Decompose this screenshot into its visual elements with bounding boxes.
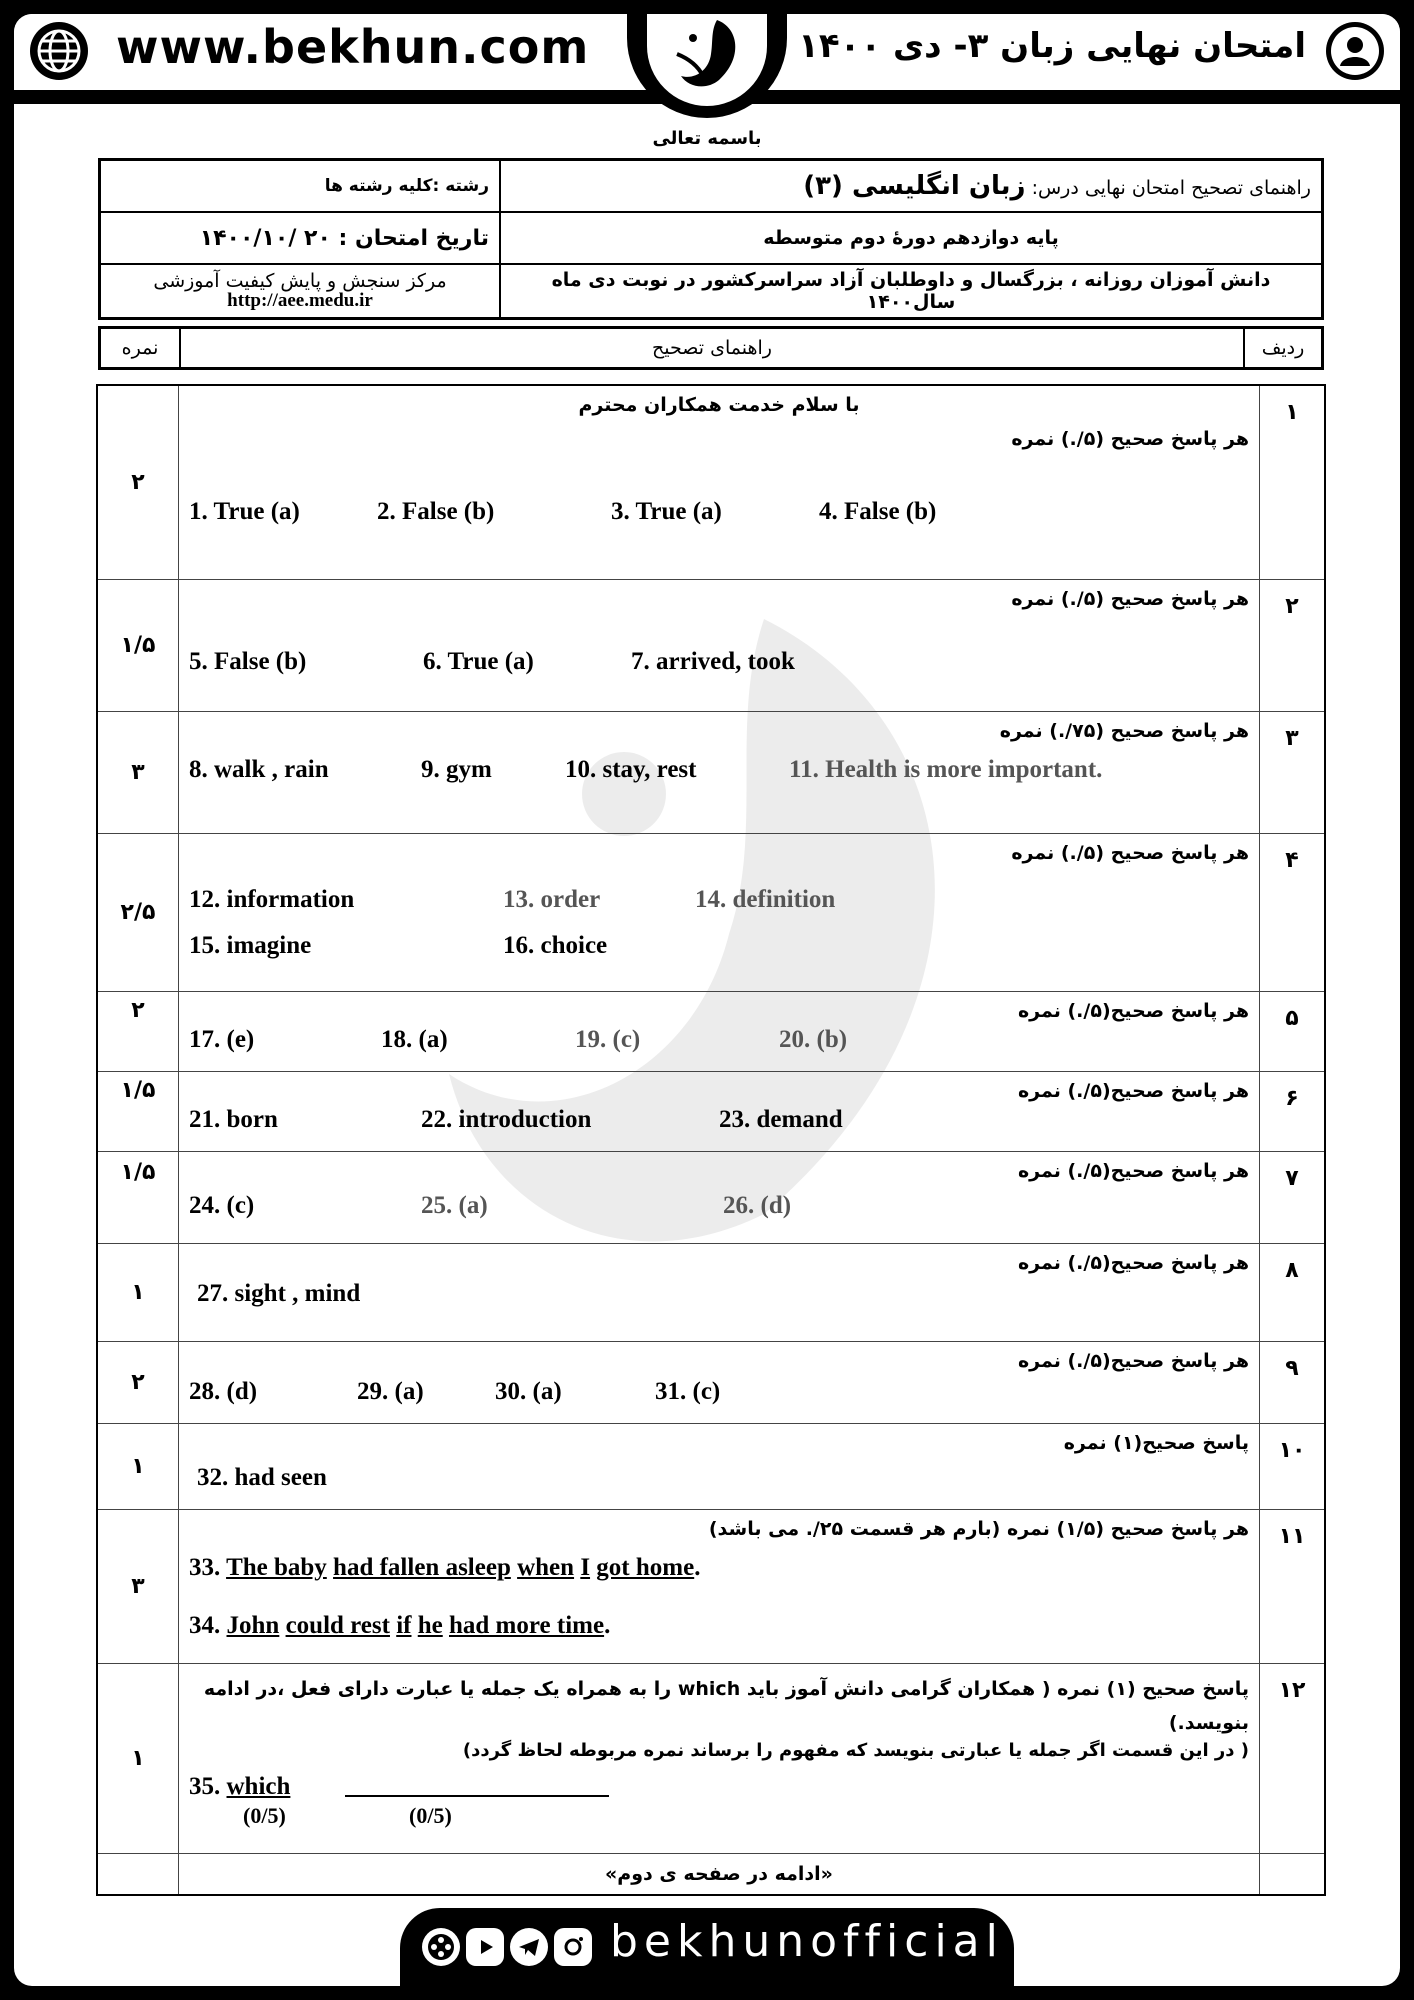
answer: 20. (b) <box>779 1025 848 1053</box>
row-number: ۲ <box>1260 579 1326 711</box>
answer-part: when <box>517 1553 575 1581</box>
instruction: هر پاسخ صحیح (۵/.) نمره <box>1011 587 1249 610</box>
table-row <box>97 1151 1325 1243</box>
row-score: ۲ <box>97 385 179 579</box>
sentence-34 <box>189 1612 610 1640</box>
blank-line <box>345 1795 609 1797</box>
answer: 1. True (a) <box>189 498 300 525</box>
table-row <box>97 1243 1325 1341</box>
score-part: (0/5) <box>409 1802 452 1828</box>
answer: 5. False (b) <box>189 647 307 675</box>
footer-handle[interactable]: bekhunofficial <box>610 1916 1004 1967</box>
answer: 29. (a) <box>357 1377 424 1405</box>
row-score: ۲ <box>97 1341 179 1423</box>
score-part: (0/5) <box>243 1802 286 1828</box>
instruction: پاسخ صحیح(۱) نمره <box>1063 1431 1249 1454</box>
bismillah: باسمه تعالی <box>652 128 762 149</box>
row-number: ۵ <box>1260 991 1326 1071</box>
exam-info-table <box>98 158 1324 320</box>
logo-mark <box>647 14 767 106</box>
row-number: ۶ <box>1260 1071 1326 1151</box>
answer: 30. (a) <box>495 1377 562 1405</box>
answer: 8. walk , rain <box>189 755 329 783</box>
instruction: هر پاسخ صحیح(۵/.) نمره <box>1017 1159 1249 1182</box>
row-score: ۱ <box>97 1243 179 1341</box>
telegram-icon[interactable] <box>510 1928 548 1966</box>
col-row: ردیف <box>1244 328 1323 369</box>
answer-part: had more time <box>449 1611 605 1639</box>
answer: 9. gym <box>421 755 492 783</box>
answer: 14. definition <box>695 885 836 913</box>
answer-part: got home <box>596 1553 695 1581</box>
instruction: هر پاسخ صحیح(۵/.) نمره <box>1017 999 1249 1022</box>
instruction: پاسخ صحیح (۱) نمره ( همکاران گرامی دانش آموز باید which را به همراه یک جمله یا عبارت دارای فعل ،در ادامه بنویسد.) <box>203 1677 1249 1734</box>
answer: 23. demand <box>719 1105 843 1133</box>
row-score: ۱/۵ <box>97 579 179 711</box>
center-url: http://aee.medu.ir <box>227 290 373 311</box>
answer: 7. arrived, took <box>631 647 795 675</box>
answer-number: 33. <box>189 1553 221 1581</box>
answer: 24. (c) <box>189 1191 255 1219</box>
answer-part: The baby <box>226 1553 327 1581</box>
answer-number: 34. <box>189 1611 221 1639</box>
note: ( در این قسمت اگر جمله یا عبارتی بنویسد که مفهوم را برساند نمره مربوطه لحاظ گردد) <box>462 1739 1249 1761</box>
answer: 11. Health is more important. <box>789 755 1103 783</box>
answer: 21. born <box>189 1105 278 1133</box>
answer-part: John <box>226 1611 280 1639</box>
row-number: ۹ <box>1260 1341 1326 1423</box>
center-name: مرکز سنجش و پایش کیفیت آموزشی <box>153 270 447 292</box>
row-number: ۸ <box>1260 1243 1326 1341</box>
table-row <box>97 833 1325 991</box>
table-row <box>97 1423 1325 1509</box>
subject: زبان انگلیسی (۳) <box>803 171 1026 201</box>
instruction: هر پاسخ صحیح(۵/.) نمره <box>1017 1349 1249 1372</box>
col-guide: راهنمای تصحیح <box>180 328 1244 369</box>
site-url[interactable]: www.bekhun.com <box>116 20 590 74</box>
sentence-33 <box>189 1554 700 1582</box>
answer: 28. (d) <box>189 1377 258 1405</box>
youtube-icon[interactable] <box>466 1928 504 1966</box>
page-frame <box>14 14 1400 1986</box>
answer: 26. (d) <box>723 1191 792 1219</box>
answer-part: could rest <box>285 1611 390 1639</box>
instruction: هر پاسخ صحیح (۵/.) نمره <box>1011 841 1249 864</box>
table-row <box>97 1341 1325 1423</box>
answer: 15. imagine <box>189 931 312 959</box>
instruction: هر پاسخ صحیح (۱/۵) نمره (بارم هر قسمت ۲۵/. می باشد) <box>708 1517 1249 1540</box>
answer: 3. True (a) <box>611 498 722 525</box>
row-number: ۱۱ <box>1260 1509 1326 1663</box>
answer-number: 35. <box>189 1772 221 1800</box>
answer: 12. information <box>189 885 355 913</box>
row-number: ۱ <box>1260 385 1326 579</box>
table-row <box>97 1509 1325 1663</box>
row-score: ۱/۵ <box>97 1151 179 1243</box>
row-number: ۱۲ <box>1260 1663 1326 1853</box>
answer-part: I <box>580 1553 591 1581</box>
answer: 18. (a) <box>381 1025 448 1053</box>
bekhun-logo <box>627 14 787 118</box>
row-score: ۳ <box>97 1509 179 1663</box>
field: رشته :کلیه رشته ها <box>100 160 501 213</box>
instruction: هر پاسخ صحیح (۵/.) نمره <box>1011 428 1249 450</box>
table-row <box>97 579 1325 711</box>
row-score: ۱ <box>97 1663 179 1853</box>
footer-bar <box>400 1908 1014 1986</box>
row-score: ۱/۵ <box>97 1071 179 1151</box>
grade: پایه دوازدهم دورهٔ دوم متوسطه <box>500 212 1323 264</box>
guide-label: راهنمای تصحیح امتحان نهایی درس: <box>1031 177 1311 199</box>
answer-end: . <box>604 1611 611 1639</box>
table-row <box>97 1663 1325 1853</box>
answer: 6. True (a) <box>423 647 534 675</box>
answer-part: had fallen asleep <box>333 1553 511 1581</box>
exam-date: تاریخ امتحان : ۲۰ /۱۴۰۰/۱۰ <box>100 212 501 264</box>
answer: 4. False (b) <box>819 498 937 525</box>
table-row <box>97 991 1325 1071</box>
answer: 32. had seen <box>197 1463 327 1491</box>
students: دانش آموزان روزانه ، بزرگسال و داوطلبان آزاد سراسرکشور در نوبت دی ماه سال۱۴۰۰ <box>500 264 1323 319</box>
answer: 10. stay, rest <box>565 755 697 783</box>
answer-end: . <box>694 1553 701 1581</box>
row-score: ۲ <box>97 991 179 1071</box>
continue-note: «ادامه در صفحه ی دوم» <box>179 1853 1260 1895</box>
table-row <box>97 1071 1325 1151</box>
row-number: ۷ <box>1260 1151 1326 1243</box>
answer-part: if <box>396 1611 412 1639</box>
answer: 2. False (b) <box>377 498 495 525</box>
row-number: ۳ <box>1260 711 1326 833</box>
col-score: نمره <box>100 328 181 369</box>
row-score: ۲/۵ <box>97 833 179 991</box>
row-score: ۳ <box>97 711 179 833</box>
row-number: ۴ <box>1260 833 1326 991</box>
table-row <box>97 711 1325 833</box>
answer: 16. choice <box>503 931 608 959</box>
instruction: هر پاسخ صحیح(۵/.) نمره <box>1017 1251 1249 1274</box>
answer: 22. introduction <box>421 1105 592 1133</box>
answer: 25. (a) <box>421 1191 488 1219</box>
instruction: هر پاسخ صحیح (۷۵/.) نمره <box>999 719 1249 742</box>
answer: 19. (c) <box>575 1025 641 1053</box>
answer: 31. (c) <box>655 1377 721 1405</box>
answer: 27. sight , mind <box>197 1279 361 1307</box>
greeting: با سلام خدمت همکاران محترم <box>578 394 860 416</box>
answer-part: he <box>417 1611 443 1639</box>
instagram-icon[interactable] <box>554 1928 592 1966</box>
user-icon <box>1324 20 1386 82</box>
row-score: ۱ <box>97 1423 179 1509</box>
table-row <box>97 385 1325 579</box>
instruction: هر پاسخ صحیح(۵/.) نمره <box>1017 1079 1249 1102</box>
answers-table <box>96 384 1326 1896</box>
answer-which: which <box>226 1772 291 1800</box>
film-icon[interactable] <box>422 1928 460 1966</box>
row-number: ۱۰ <box>1260 1423 1326 1509</box>
answer: 17. (e) <box>189 1025 255 1053</box>
answer: 13. order <box>503 885 601 913</box>
globe-icon <box>28 20 90 82</box>
exam-title: امتحان نهایی زبان ۳- دی ۱۴۰۰ <box>798 26 1306 66</box>
table-row <box>97 1853 1325 1895</box>
column-header-table <box>98 326 1324 370</box>
